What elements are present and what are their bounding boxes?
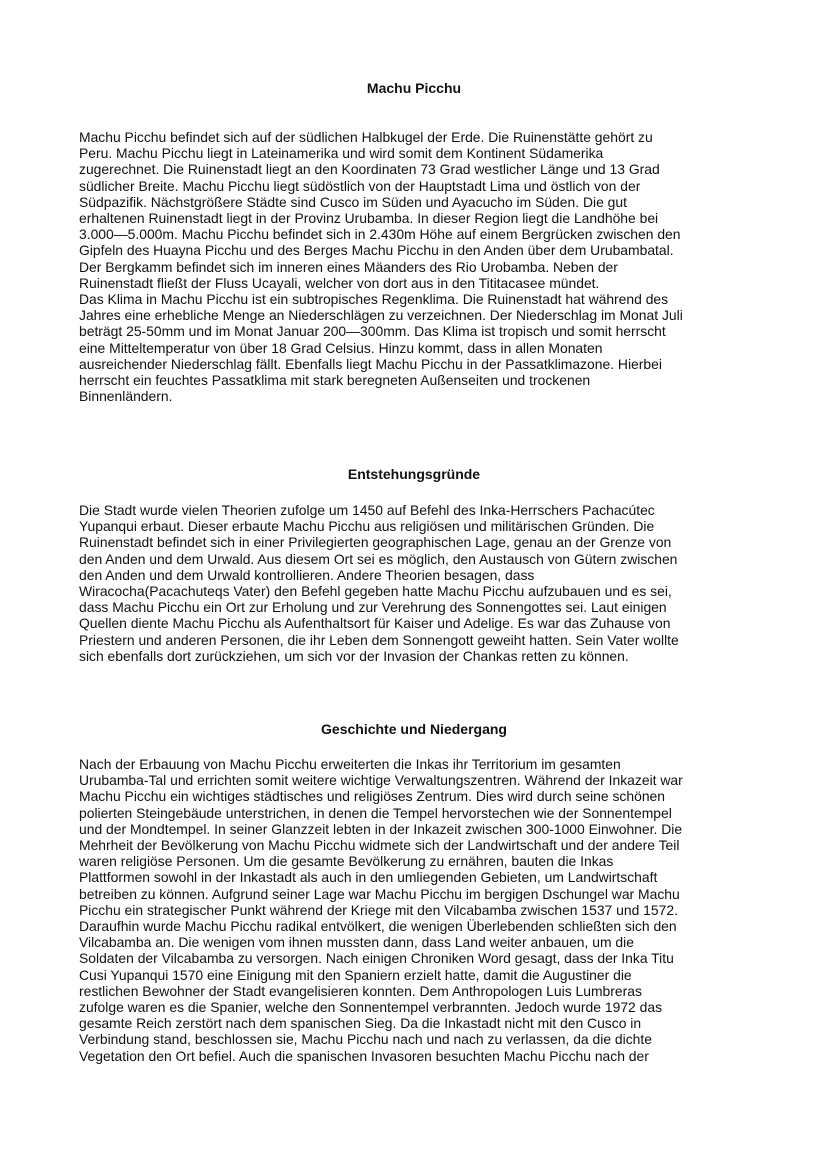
text-line: Ruinenstadt befindet sich in einer Privilegierten geographischen Lage, genau an der Grenze von <box>79 534 672 551</box>
text-line: Gipfeln des Huayna Picchu und des Berges Machu Picchu in den Anden über dem Urubambatal. <box>79 242 674 259</box>
text-line: Ruinenstadt fließt der Fluss Ucayali, welcher von dort aus in den Tititacasee mündet. <box>79 274 600 291</box>
text-line: dass Machu Picchu ein Ort zur Erholung und zur Verehrung des Sonnengottes sei. Laut einigen <box>79 599 667 616</box>
text-line: ausreichender Niederschlag fällt. Ebenfalls liegt Machu Picchu in der Passatklimazone. Hierbei <box>79 355 662 372</box>
text-line: Jahres eine erhebliche Menge an Niederschlägen zu verzeichnen. Der Niederschlag im Monat Juli <box>79 307 683 324</box>
section-title-entstehungsgruende: Entstehungsgründe <box>347 466 481 482</box>
section-title-geschichte-und-niedergang: Geschichte und Niedergang <box>321 721 507 737</box>
text-line: und der Mondtempel. In seiner Glanzzeit lebten in der Inkazeit zwischen 300-1000 Einwohner. Die <box>79 820 683 837</box>
text-line: Wiracocha(Pacachuteqs Vater) den Befehl gegeben hatte Machu Picchu aufzubauen und es sei, <box>79 583 672 600</box>
text-line: Die Stadt wurde vielen Theorien zufolge um 1450 auf Befehl des Inka-Herrschers Pachacútec <box>79 502 655 518</box>
text-line: eine Mitteltemperatur von über 18 Grad Celsius. Hinzu kommt, dass in allen Monaten <box>79 339 603 356</box>
text-line: Mehrheit der Bevölkerung von Machu Picchu widmete sich der Landwirtschaft und der andere Teil <box>79 837 680 854</box>
text-line: Machu Picchu befindet sich auf der südlichen Halbkugel der Erde. Die Ruinenstätte gehört zu <box>79 129 653 145</box>
text-line: Soldaten der Vilcabamba zu versorgen. Nach einigen Chroniken Word gesagt, dass der Inka Titu <box>79 950 674 967</box>
text-line: Daraufhin wurde Machu Picchu radikal entvölkert, die wenigen Überlebenden schließten sich den <box>79 918 677 935</box>
section-body-geschichte-und-niedergang <box>79 756 759 1064</box>
text-line: herrscht ein feuchtes Passatklima mit stark beregneten Außenseiten und trockenen <box>79 372 591 389</box>
text-line: Yupanqui erbaut. Dieser erbaute Machu Picchu aus religiösen und militärischen Gründen. Die <box>79 518 655 535</box>
text-line: waren religiöse Personen. Um die gesamte Bevölkerung zu ernähren, bauten die Inkas <box>79 853 614 870</box>
text-line: Peru. Machu Picchu liegt in Lateinamerika und wird somit dem Kontinent Südamerika <box>79 145 604 162</box>
text-line: Das Klima in Machu Picchu ist ein subtropisches Regenklima. Die Ruinenstadt hat während des <box>79 291 669 308</box>
text-line: betreiben zu können. Aufgrund seiner Lage war Machu Picchu im bergigen Dschungel war Machu <box>79 885 680 902</box>
text-line: beträgt 25-50mm und im Monat Januar 200—300mm. Das Klima ist tropisch und somit herrscht <box>79 323 666 340</box>
text-line: Quellen diente Machu Picchu als Aufenthaltsort für Kaiser und Adelige. Es war das Zuhause von <box>79 615 671 632</box>
text-line: Der Bergkamm befindet sich im inneren eines Mäanders des Rio Urobamba. Neben der <box>79 258 618 275</box>
section-body-machu-picchu <box>79 129 759 404</box>
text-line: Priestern und anderen Personen, die ihr Leben dem Sonnengott geweiht hatten. Sein Vater wollte <box>79 631 679 648</box>
section-title-machu-picchu: Machu Picchu <box>366 80 462 96</box>
text-line: gesamte Reich zerstört nach dem spanischen Sieg. Da die Inkastadt nicht mit den Cusco in <box>79 1015 642 1032</box>
text-line: Binnenländern. <box>79 388 173 405</box>
text-line: Nach der Erbauung von Machu Picchu erweiterten die Inkas ihr Territorium im gesamten <box>79 756 621 772</box>
text-line: 3.000—5.000m. Machu Picchu befindet sich in 2.430m Höhe auf einem Bergrücken zwischen den <box>79 226 681 243</box>
text-line: Vilcabamba an. Die wenigen vom ihnen mussten dann, dass Land weiter anbauen, um die <box>79 934 634 951</box>
text-line: Urubamba-Tal und errichten somit weitere wichtige Verwaltungszentren. Während der Inkazeit war <box>79 772 683 789</box>
text-line: Verbindung stand, beschlossen sie, Machu Picchu nach und nach zu verlassen, da die dichte <box>79 1031 652 1048</box>
section-body-entstehungsgruende <box>79 502 759 664</box>
text-line: zugerechnet. Die Ruinenstadt liegt an den Koordinaten 73 Grad westlicher Länge und 13 Grad <box>79 161 660 178</box>
text-line: Vegetation den Ort befiel. Auch die spanischen Invasoren besuchten Machu Picchu nach der <box>79 1047 649 1064</box>
text-line: den Anden und dem Urwald. Aus diesem Ort sei es möglich, den Austausch von Gütern zwischen <box>79 550 678 567</box>
text-line: zufolge waren es die Spanier, welche den Sonnentempel verbrannten. Jedoch wurde 1972 das <box>79 999 663 1016</box>
text-line: den Anden und dem Urwald kontrollieren. Andere Theorien besagen, dass <box>79 566 535 583</box>
text-line: Plattformen sowohl in der Inkastadt als auch in den umliegenden Gebieten, um Landwirtschaft <box>79 869 658 886</box>
text-line: Picchu ein strategischer Punkt während der Kriege mit den Vilcabamba zwischen 1537 und 1572. <box>79 901 678 918</box>
text-line: sich ebenfalls dort zurückziehen, um sich vor der Invasion der Chankas retten zu können. <box>79 647 629 664</box>
text-line: erhaltenen Ruinenstadt liegt in der Provinz Urubamba. In dieser Region liegt die Landhöhe bei <box>79 210 659 227</box>
text-line: Südpazifik. Nächstgrößere Städte sind Cusco im Süden und Ayacucho im Süden. Die gut <box>79 193 627 210</box>
text-line: restlichen Bewohner der Stadt evangelisieren konnten. Dem Anthropologen Luis Lumbreras <box>79 982 642 999</box>
text-line: Machu Picchu ein wichtiges städtisches und religiöses Zentrum. Dies wird durch seine schönen <box>79 788 666 805</box>
text-line: polierten Steingebäude unterstrichen, in denen die Tempel hervorstechen wie der Sonnentempel <box>79 804 672 821</box>
text-line: südlicher Breite. Machu Picchu liegt südöstlich von der Hauptstadt Lima und östlich von der <box>79 177 641 194</box>
text-line: Cusi Yupanqui 1570 eine Einigung mit den Spaniern erzielt hatte, damit die Augustiner die <box>79 966 632 983</box>
